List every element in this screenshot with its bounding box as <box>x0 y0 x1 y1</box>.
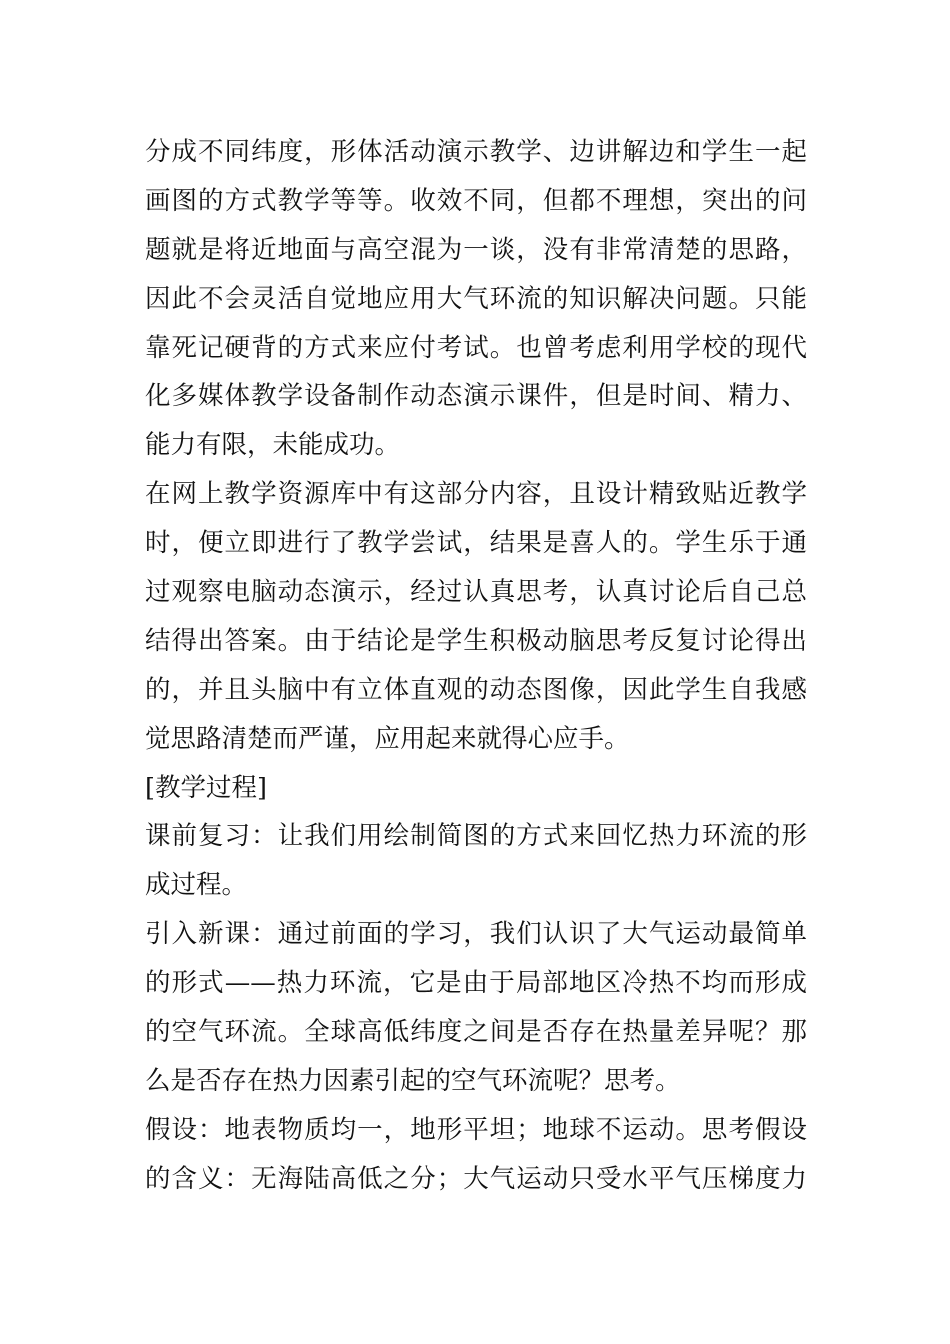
text-line: 过观察电脑动态演示，经过认真思考，认真讨论后自己总 <box>145 577 807 608</box>
document-body <box>145 128 807 1204</box>
section-heading: [教学过程] <box>145 772 267 803</box>
text-line: 课前复习：让我们用绘制简图的方式来回忆热力环流的形 <box>145 821 807 852</box>
text-line: 靠死记硬背的方式来应付考试。也曾考虑利用学校的现代 <box>145 332 807 363</box>
text-line: 分成不同纬度，形体活动演示教学、边讲解边和学生一起 <box>145 137 807 167</box>
text-line: 在网上教学资源库中有这部分内容，且设计精致贴近教学 <box>145 479 807 510</box>
paragraph-review <box>145 812 807 910</box>
text-line: 的，并且头脑中有立体直观的动态图像，因此学生自我感 <box>145 674 807 705</box>
paragraph-assumptions <box>145 1106 807 1204</box>
text-line: 化多媒体教学设备制作动态演示课件，但是时间、精力、 <box>145 381 807 412</box>
text-line: 成过程。 <box>145 870 248 901</box>
text-line: 假设：地表物质均一，地形平坦；地球不运动。思考假设 <box>145 1114 807 1145</box>
text-line: 觉思路清楚而严谨，应用起来就得心应手。 <box>145 723 630 754</box>
text-line: 时，便立即进行了教学尝试，结果是喜人的。学生乐于通 <box>145 528 807 559</box>
text-line: 引入新课：通过前面的学习，我们认识了大气运动最简单 <box>145 919 807 950</box>
text-line: 的形式——热力环流，它是由于局部地区冷热不均而形成 <box>145 968 807 999</box>
paragraph-online-resources <box>145 470 807 763</box>
text-line: 因此不会灵活自觉地应用大气环流的知识解决问题。只能 <box>145 283 807 314</box>
text-line: 题就是将近地面与高空混为一谈，没有非常清楚的思路， <box>145 234 807 265</box>
text-line: 结得出答案。由于结论是学生积极动脑思考反复讨论得出 <box>145 625 807 656</box>
text-line: 画图的方式教学等等。收效不同，但都不理想，突出的问 <box>145 185 807 216</box>
paragraph-new-lesson <box>145 910 807 1106</box>
paragraph-teaching-attempts <box>145 128 807 470</box>
text-line: 的空气环流。全球高低纬度之间是否存在热量差异呢？那 <box>145 1017 807 1048</box>
section-heading-teaching-process <box>145 764 807 813</box>
text-line: 么是否存在热力因素引起的空气环流呢？思考。 <box>145 1065 681 1096</box>
text-line: 能力有限，未能成功。 <box>145 430 401 461</box>
text-line: 的含义：无海陆高低之分；大气运动只受水平气压梯度力 <box>145 1163 807 1194</box>
